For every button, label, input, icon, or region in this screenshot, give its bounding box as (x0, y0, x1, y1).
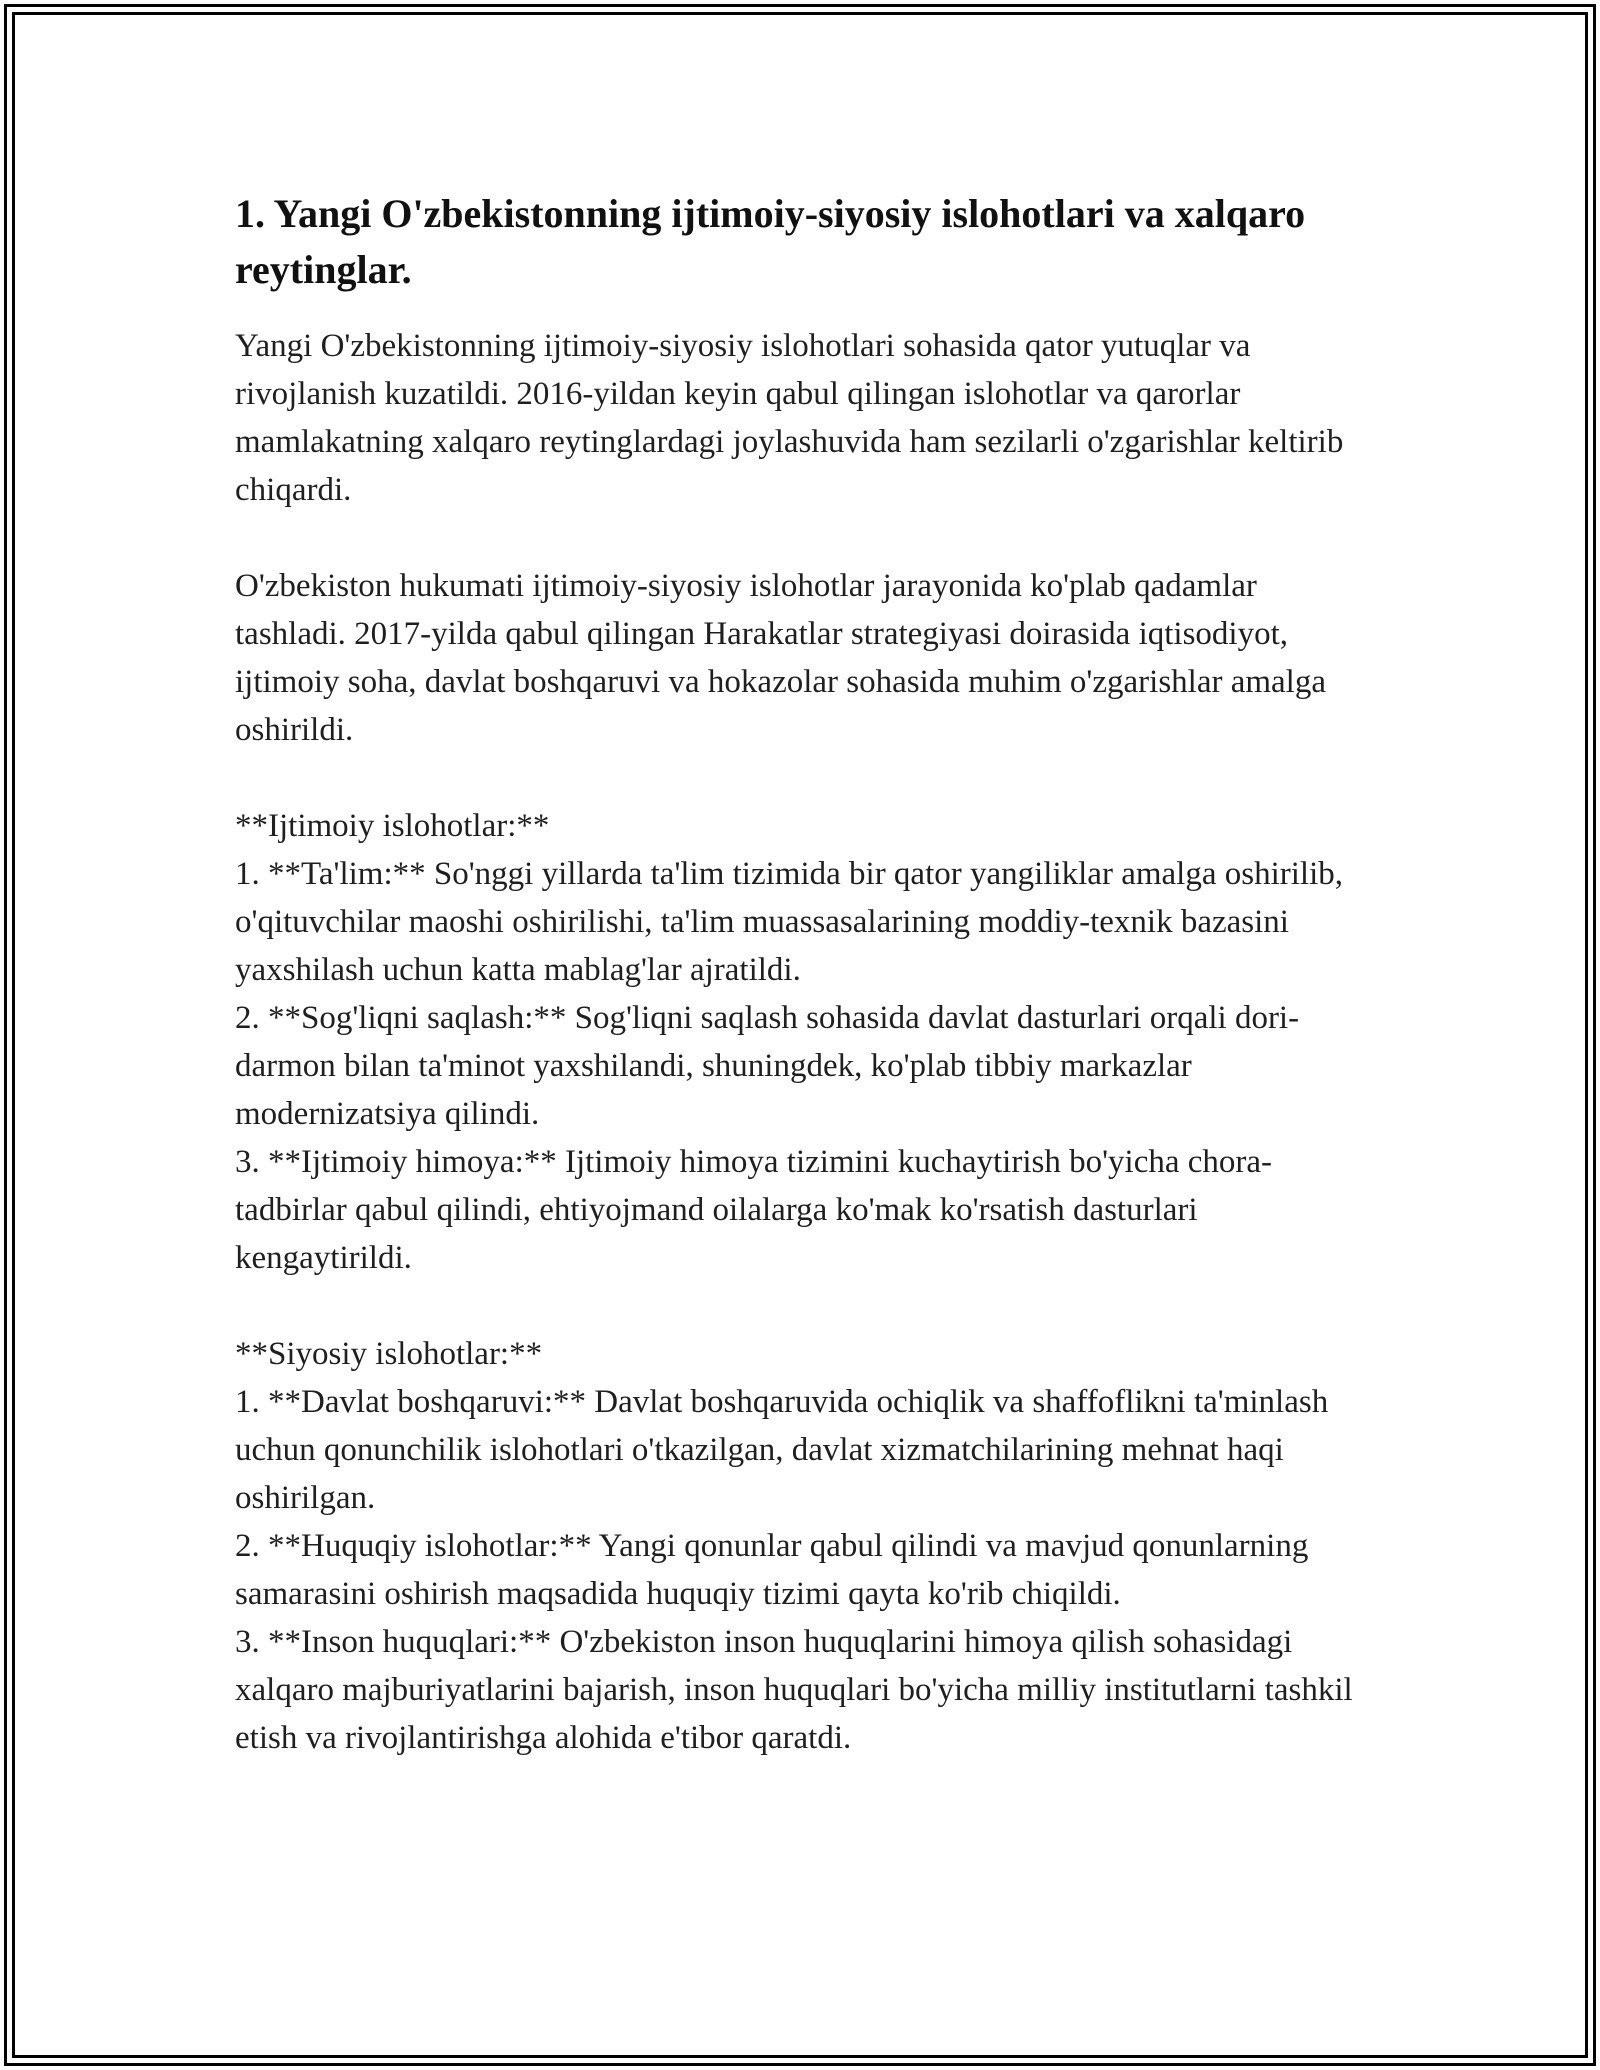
political-reforms-heading: **Siyosiy islohotlar:** (235, 1336, 543, 1372)
document-title: 1. Yangi O'zbekistonning ijtimoiy-siyosiy islohotlari va xalqaro reytinglar. (235, 191, 1306, 292)
political-reforms-section (235, 1330, 1375, 1762)
political-reform-item-governance: 1. **Davlat boshqaruvi:** Davlat boshqaruvida ochiqlik va shaffoflikni ta'minlash uchun qonunchilik islohotlari o'tkazilgan, davlat xizmatchilarining mehnat haqi oshirilgan. (235, 1384, 1329, 1516)
strategy-paragraph: O'zbekiston hukumati ijtimoiy-siyosiy islohotlar jarayonida ko'plab qadamlar tashladi. 2017-yilda qabul qilingan Harakatlar strategiyasi doirasida iqtisodiyot, ijtimoiy soha, davlat boshqaruvi va hokazolar sohasida muhim o'zgarishlar amalga oshirildi. (235, 568, 1326, 748)
social-reform-item-protection: 3. **Ijtimoiy himoya:** Ijtimoiy himoya tizimini kuchaytirish bo'yicha chora-tadbirlar qabul qilindi, ehtiyojmand oilalarga ko'mak ko'rsatish dasturlari kengaytirildi. (235, 1144, 1273, 1276)
political-reform-item-legal: 2. **Huquqiy islohotlar:** Yangi qonunlar qabul qilindi va mavjud qonunlarning samarasini oshirish maqsadida huquqiy tizimi qayta ko'rib chiqildi. (235, 1528, 1309, 1612)
document-body (235, 186, 1375, 1762)
intro-paragraph: Yangi O'zbekistonning ijtimoiy-siyosiy islohotlari sohasida qator yutuqlar va rivojlanish kuzatildi. 2016-yildan keyin qabul qilingan islohotlar va qarorlar mamlakatning xalqaro reytinglardagi joylashuvida ham sezilarli o'zgarishlar keltirib chiqardi. (235, 328, 1344, 508)
social-reforms-section (235, 802, 1375, 1282)
social-reform-item-health: 2. **Sog'liqni saqlash:** Sog'liqni saqlash sohasida davlat dasturlari orqali dori-darmon bilan ta'minot yaxshilandi, shuningdek, ko'plab tibbiy markazlar modernizatsiya qilindi. (235, 1000, 1300, 1132)
social-reforms-heading: **Ijtimoiy islohotlar:** (235, 808, 550, 844)
political-reform-item-human-rights: 3. **Inson huquqlari:** O'zbekiston inson huquqlarini himoya qilish sohasidagi xalqaro majburiyatlarini bajarish, inson huquqlari bo'yicha milliy institutlarni tashkil etish va rivojlantirishga alohida e'tibor qaratdi. (235, 1624, 1353, 1756)
social-reform-item-education: 1. **Ta'lim:** So'nggi yillarda ta'lim tizimida bir qator yangiliklar amalga oshirilib, o'qituvchilar maoshi oshirilishi, ta'lim muassasalarining moddiy-texnik bazasini yaxshilash uchun katta mablag'lar ajratildi. (235, 856, 1343, 988)
